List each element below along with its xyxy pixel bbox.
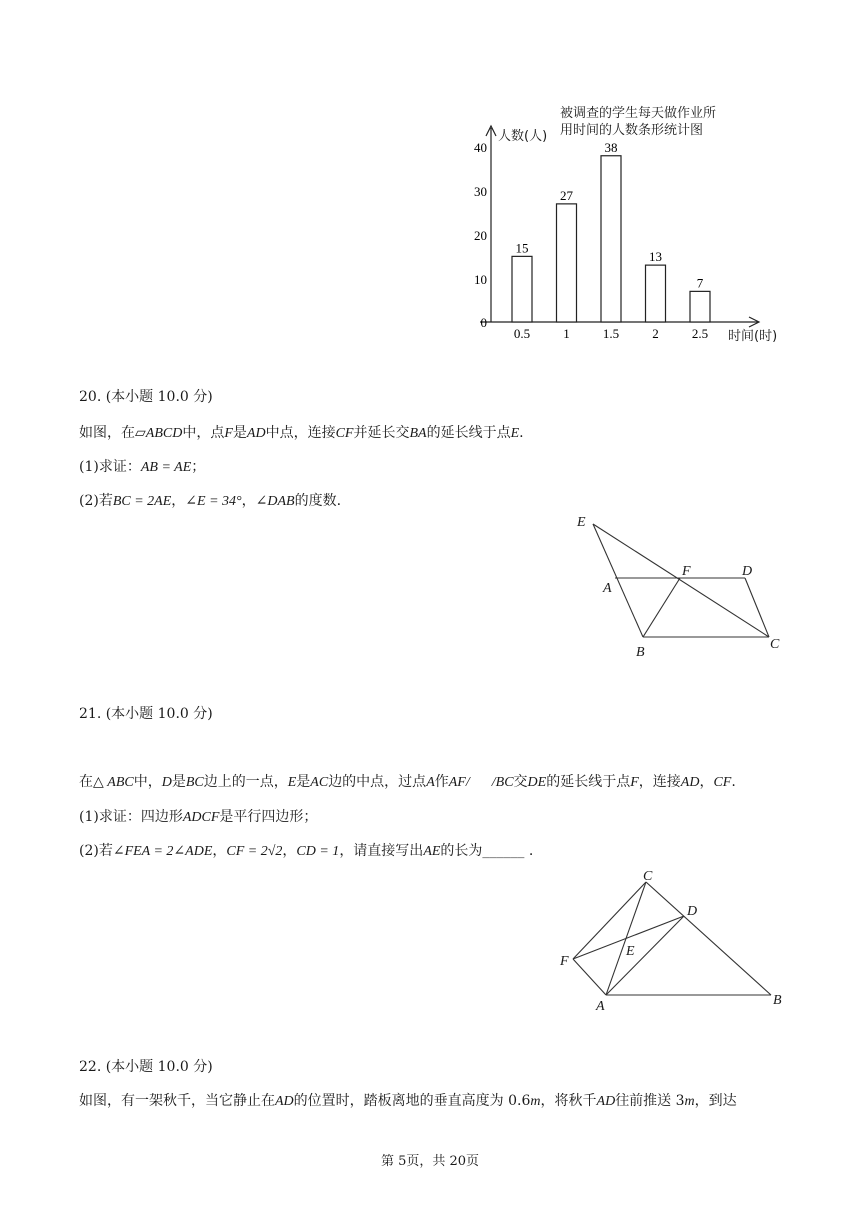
bar-1 [557,204,577,322]
x-axis-label: 时间(时) [728,329,778,344]
math: E [287,775,297,790]
text: 中， [133,774,162,790]
math: AD [246,426,266,441]
q21-header: 21. (本小题 10.0 分) [79,706,213,722]
q22-header: 22. (本小题 10.0 分) [79,1059,213,1075]
math: F [630,775,639,790]
text: ， [212,843,227,859]
q20-figure [570,510,790,660]
math: AD [680,775,700,790]
point-label: F [560,954,569,969]
x-tick-label: 2 [652,326,659,341]
point-label: F [682,564,691,579]
text: ， [282,843,297,859]
text: 中，点 [182,425,225,441]
x-tick-label: 2.5 [691,326,709,341]
q21-stem [79,771,736,791]
text: 的度数. [294,493,342,509]
bar-1.5 [601,156,621,322]
bar-value-label: 27 [560,187,573,203]
point-label: E [626,944,635,959]
text: ，到达 [694,1093,737,1109]
text: ，将秋千 [540,1093,597,1109]
math: △ ABC [93,775,134,790]
point-label: A [603,581,612,596]
text: . [519,425,524,441]
math: /BC [491,775,514,790]
text: 往前推送 3 [615,1093,685,1109]
text: 的位置时，踏板离地的垂直高度为 0.6 [293,1093,531,1109]
q22-stem [79,1090,737,1110]
bar-2.5 [690,291,710,322]
text: (2)若 [79,843,113,859]
math: ABCD [145,426,183,441]
math: A [426,775,435,790]
math: ∠DAB [255,494,295,509]
bars-group [512,140,710,341]
text: 在 [79,774,93,790]
math: AE [423,844,441,859]
text: . [524,843,534,859]
math: ∠FEA = 2∠ADE [112,844,213,859]
text: ，连接 [638,774,681,790]
math: m [530,1094,541,1109]
math: BC [185,775,204,790]
parallelogram-symbol: ▱ [135,425,146,441]
q21-figure [555,862,790,1012]
q20-stem [79,422,524,442]
point-label: D [742,564,753,579]
point-label: B [773,993,782,1008]
math: ∠E = 34° [185,494,242,509]
bar-0.5 [512,256,532,322]
text: 的延长线于点 [426,425,511,441]
q20-part1 [79,456,205,476]
bar-value-label: 7 [696,275,704,291]
math: CD = 1 [296,844,340,859]
answer-blank[interactable]: ______ [482,843,525,859]
text: 是 [232,425,247,441]
math: AF/ [448,775,470,790]
text: 如图，在 [79,425,135,441]
text: ，请直接写出 [339,843,424,859]
text: 边上的一点， [203,774,288,790]
text: 并延长交 [353,425,410,441]
math: m [684,1094,695,1109]
math: D [161,775,172,790]
text: 是平行四边形； [219,809,318,825]
point-label: B [636,645,645,660]
y-axis-label: 人数(人) [498,129,548,144]
bar-2 [646,265,666,322]
math: BA [409,426,427,441]
y-tick-label: 40 [474,140,487,155]
math: CF [713,775,732,790]
y-tick-label: 0 [480,315,487,330]
text: 如图，有一架秋千，当它静止在 [79,1093,275,1109]
y-tick-label: 30 [474,184,487,199]
text: (2)若 [79,493,113,509]
chart-title-line2: 用时间的人数条形统计图 [560,123,704,138]
text: 作 [434,774,449,790]
point-label: E [577,515,586,530]
chart-title-line1: 被调查的学生每天做作业所 [560,106,717,121]
text: ， [699,774,714,790]
point-label: C [643,869,653,884]
q20-part2 [79,490,341,510]
y-tick-label: 10 [474,272,487,287]
text: 的长为 [440,843,483,859]
math: BC = 2AE [112,494,172,509]
text: 的延长线于点 [546,774,631,790]
math: E [510,426,520,441]
bar-value-label: 13 [649,249,662,265]
text: . [731,774,736,790]
text: 是 [296,774,311,790]
text: (1)求证：四边形 [79,809,183,825]
math: CF = 2√2 [226,844,283,859]
y-tick-label: 20 [474,228,487,243]
text: 是 [171,774,186,790]
math: CF [335,426,354,441]
bar-chart [440,95,800,355]
math: ADCF [182,810,220,825]
q21-part1 [79,806,317,826]
bar-value-label: 38 [604,139,618,155]
text: 中点，连接 [265,425,336,441]
math: AD [275,1094,294,1109]
math: AC [310,775,329,790]
point-label: D [687,904,698,919]
text: 交 [513,774,528,790]
math: DE [527,775,547,790]
text: ， [241,493,256,509]
math: AD [596,1094,616,1109]
q21-part2 [79,840,533,860]
text: ； [191,459,206,475]
page-footer: 第 5页，共 20页 [380,1154,480,1169]
text: ， [171,493,186,509]
math: AB = AE [140,460,192,475]
q20-header: 20. (本小题 10.0 分) [79,389,213,405]
point-label: C [770,637,780,652]
x-tick-label: 1.5 [602,326,620,341]
point-label: A [596,999,605,1012]
x-tick-label: 0.5 [513,326,531,341]
text: (1)求证： [79,459,141,475]
x-tick-label: 1 [563,326,570,341]
bar-value-label: 15 [515,240,529,256]
math: F [224,426,233,441]
text: 边的中点，过点 [328,774,427,790]
